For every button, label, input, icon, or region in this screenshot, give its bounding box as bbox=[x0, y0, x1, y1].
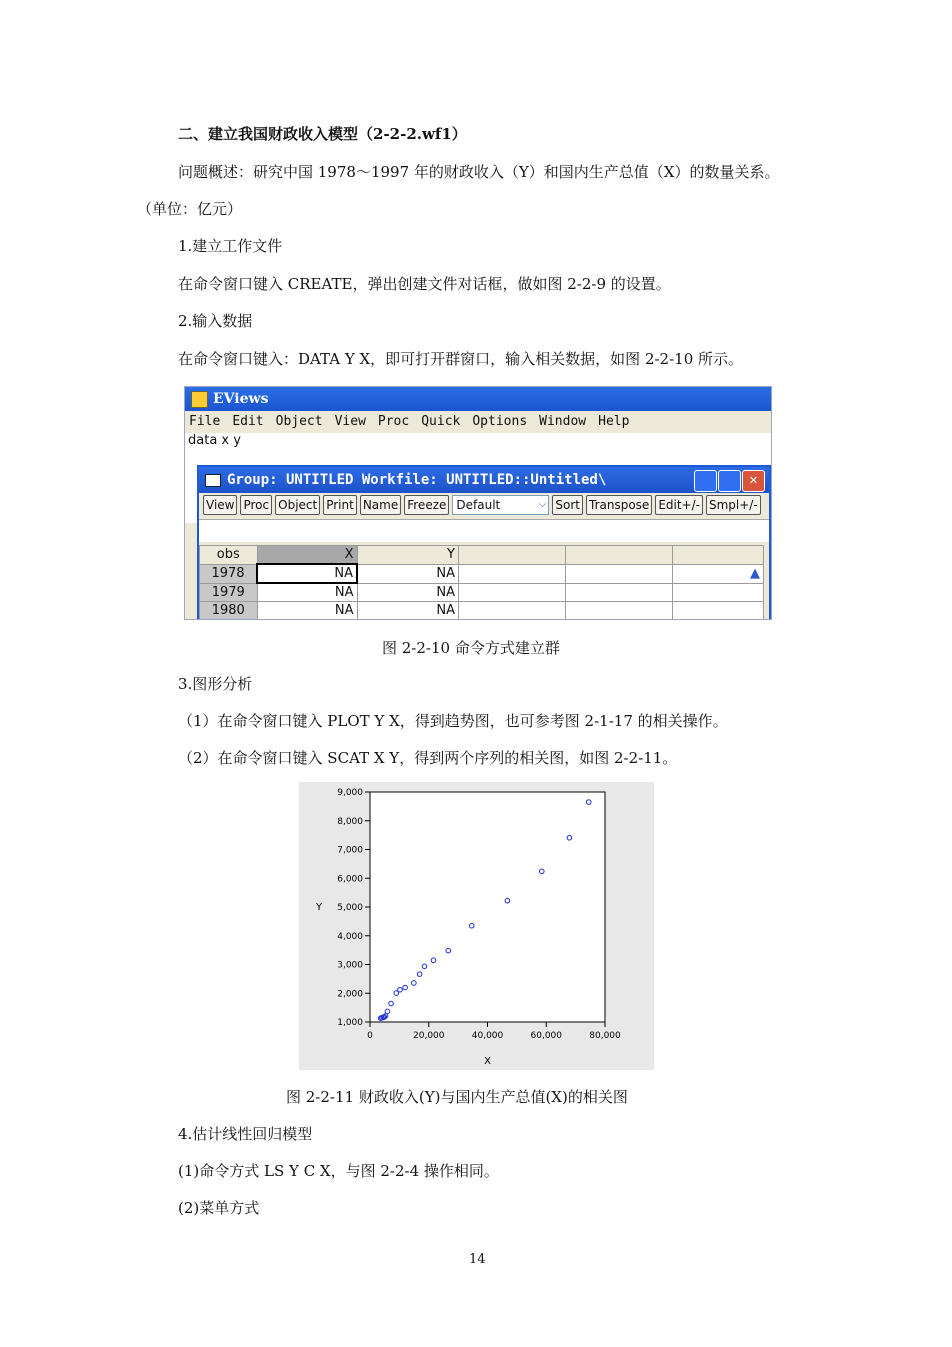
menu-window[interactable]: Window bbox=[539, 414, 587, 429]
eviews-menu-bar bbox=[185, 411, 771, 433]
freeze-button[interactable]: Freeze bbox=[404, 495, 449, 515]
menu-quick[interactable]: Quick bbox=[421, 414, 461, 429]
x-tick-label: 0 bbox=[367, 1031, 373, 1041]
x-tick-label: 60,000 bbox=[530, 1031, 562, 1041]
y-axis-label: Y bbox=[315, 902, 323, 913]
spreadsheet bbox=[199, 545, 764, 620]
view-button[interactable]: View bbox=[203, 495, 237, 515]
display-format-select[interactable]: Default ⌵ bbox=[452, 495, 549, 515]
header-empty bbox=[566, 546, 673, 565]
eviews-logo-icon bbox=[191, 391, 208, 408]
menu-view[interactable]: View bbox=[334, 414, 366, 429]
step2-text: 在命令窗口键入：DATA Y X，即可打开群窗口，输入相关数据，如图 2-2-10 所示。 bbox=[178, 350, 744, 368]
header-x[interactable]: X bbox=[257, 546, 357, 565]
y-cell[interactable]: NA bbox=[357, 583, 459, 602]
group-toolbar bbox=[199, 493, 769, 517]
y-tick-label: 2,000 bbox=[337, 989, 363, 1000]
table-row bbox=[200, 564, 764, 583]
x-cell[interactable]: NA bbox=[257, 602, 357, 620]
x-cell[interactable]: NA bbox=[257, 564, 357, 583]
empty-cell[interactable] bbox=[459, 564, 566, 583]
step1-heading: 1.建立工作文件 bbox=[178, 237, 283, 255]
menu-object[interactable]: Object bbox=[275, 414, 323, 429]
proc-button[interactable]: Proc bbox=[240, 495, 272, 515]
edit-toggle-button[interactable]: Edit+/- bbox=[655, 495, 703, 515]
empty-cell[interactable] bbox=[673, 602, 764, 620]
group-window bbox=[197, 465, 771, 620]
group-title: Group: UNTITLED Workfile: UNTITLED::Untitled\ bbox=[227, 472, 607, 488]
header-y[interactable]: Y bbox=[357, 546, 459, 565]
y-tick-label: 4,000 bbox=[337, 931, 363, 942]
table-row bbox=[200, 602, 764, 620]
scatter-chart-figure bbox=[299, 782, 654, 1070]
empty-cell[interactable] bbox=[459, 602, 566, 620]
y-tick-label: 9,000 bbox=[337, 788, 363, 798]
y-tick-label: 8,000 bbox=[337, 816, 363, 827]
header-row bbox=[200, 546, 764, 565]
step1-text: 在命令窗口键入 CREATE，弹出创建文件对话框，做如图 2-2-9 的设置。 bbox=[178, 275, 671, 293]
x-axis-label: X bbox=[484, 1056, 491, 1067]
x-tick-label: 20,000 bbox=[413, 1031, 445, 1041]
y-tick-label: 1,000 bbox=[337, 1018, 363, 1028]
step4-item-1: (1)命令方式 LS Y C X，与图 2-2-4 操作相同。 bbox=[178, 1162, 499, 1180]
name-button[interactable]: Name bbox=[360, 495, 401, 515]
close-button[interactable]: ✕ bbox=[742, 470, 765, 492]
eviews-title-bar bbox=[185, 387, 771, 411]
x-cell[interactable]: NA bbox=[257, 583, 357, 602]
eviews-app-title: EViews bbox=[213, 391, 269, 407]
x-tick-label: 80,000 bbox=[589, 1031, 621, 1041]
step3-item-1: （1）在命令窗口键入 PLOT Y X，得到趋势图，也可参考图 2-1-17 的相关操作。 bbox=[178, 712, 728, 730]
obs-cell: 1979 bbox=[200, 583, 258, 602]
menu-proc[interactable]: Proc bbox=[377, 414, 410, 429]
obs-cell: 1978 bbox=[200, 564, 258, 583]
overview-line-2: （单位：亿元） bbox=[137, 200, 243, 218]
figure-11-caption: 图 2-2-11 财政收入(Y)与国内生产总值(X)的相关图 bbox=[286, 1088, 628, 1106]
group-title-bar bbox=[199, 467, 769, 493]
obs-cell: 1980 bbox=[200, 602, 258, 620]
y-cell[interactable]: NA bbox=[357, 564, 459, 583]
table-row bbox=[200, 583, 764, 602]
section-title: 二、建立我国财政收入模型（2-2-2.wf1） bbox=[178, 125, 467, 143]
menu-options[interactable]: Options bbox=[472, 414, 528, 429]
smpl-toggle-button[interactable]: Smpl+/- bbox=[706, 495, 761, 515]
y-tick-label: 5,000 bbox=[337, 903, 363, 913]
step3-heading: 3.图形分析 bbox=[178, 675, 253, 693]
page-number: 14 bbox=[469, 1252, 486, 1267]
eviews-screenshot bbox=[184, 386, 772, 620]
figure-10-caption: 图 2-2-10 命令方式建立群 bbox=[382, 639, 560, 657]
overview-line-1: 问题概述：研究中国 1978～1997 年的财政收入（Y）和国内生产总值（X）的数量关系。 bbox=[178, 163, 780, 181]
command-text: data x y bbox=[188, 433, 241, 448]
empty-cell[interactable] bbox=[566, 583, 673, 602]
maximize-button[interactable] bbox=[718, 470, 741, 492]
empty-cell[interactable] bbox=[459, 583, 566, 602]
sort-button[interactable]: Sort bbox=[552, 495, 583, 515]
plot-area bbox=[370, 792, 605, 1022]
empty-cell[interactable] bbox=[566, 602, 673, 620]
header-empty bbox=[673, 546, 764, 565]
step2-heading: 2.输入数据 bbox=[178, 312, 253, 330]
menu-edit[interactable]: Edit bbox=[232, 414, 264, 429]
step4-heading: 4.估计线性回归模型 bbox=[178, 1125, 313, 1143]
menu-file[interactable]: File bbox=[189, 414, 221, 429]
y-cell[interactable]: NA bbox=[357, 602, 459, 620]
header-obs: obs bbox=[200, 546, 258, 565]
print-button[interactable]: Print bbox=[323, 495, 357, 515]
x-tick-label: 40,000 bbox=[471, 1031, 504, 1041]
header-empty bbox=[459, 546, 566, 565]
y-tick-label: 6,000 bbox=[337, 874, 363, 885]
empty-cell[interactable] bbox=[673, 583, 764, 602]
step3-item-2: （2）在命令窗口键入 SCAT X Y，得到两个序列的相关图，如图 2-2-11。 bbox=[178, 749, 678, 767]
empty-cell[interactable] bbox=[566, 564, 673, 583]
cell-edit-field[interactable] bbox=[199, 519, 769, 542]
group-window-icon bbox=[205, 474, 221, 487]
scatter-chart bbox=[299, 782, 654, 1070]
y-tick-label: 3,000 bbox=[337, 960, 363, 971]
transpose-button[interactable]: Transpose bbox=[586, 495, 652, 515]
scroll-up-icon[interactable]: ▲ bbox=[673, 564, 764, 583]
step4-item-2: (2)菜单方式 bbox=[178, 1199, 260, 1217]
minimize-button[interactable] bbox=[694, 470, 717, 492]
menu-help[interactable]: Help bbox=[598, 414, 630, 429]
y-tick-label: 7,000 bbox=[337, 845, 363, 856]
object-button[interactable]: Object bbox=[275, 495, 320, 515]
